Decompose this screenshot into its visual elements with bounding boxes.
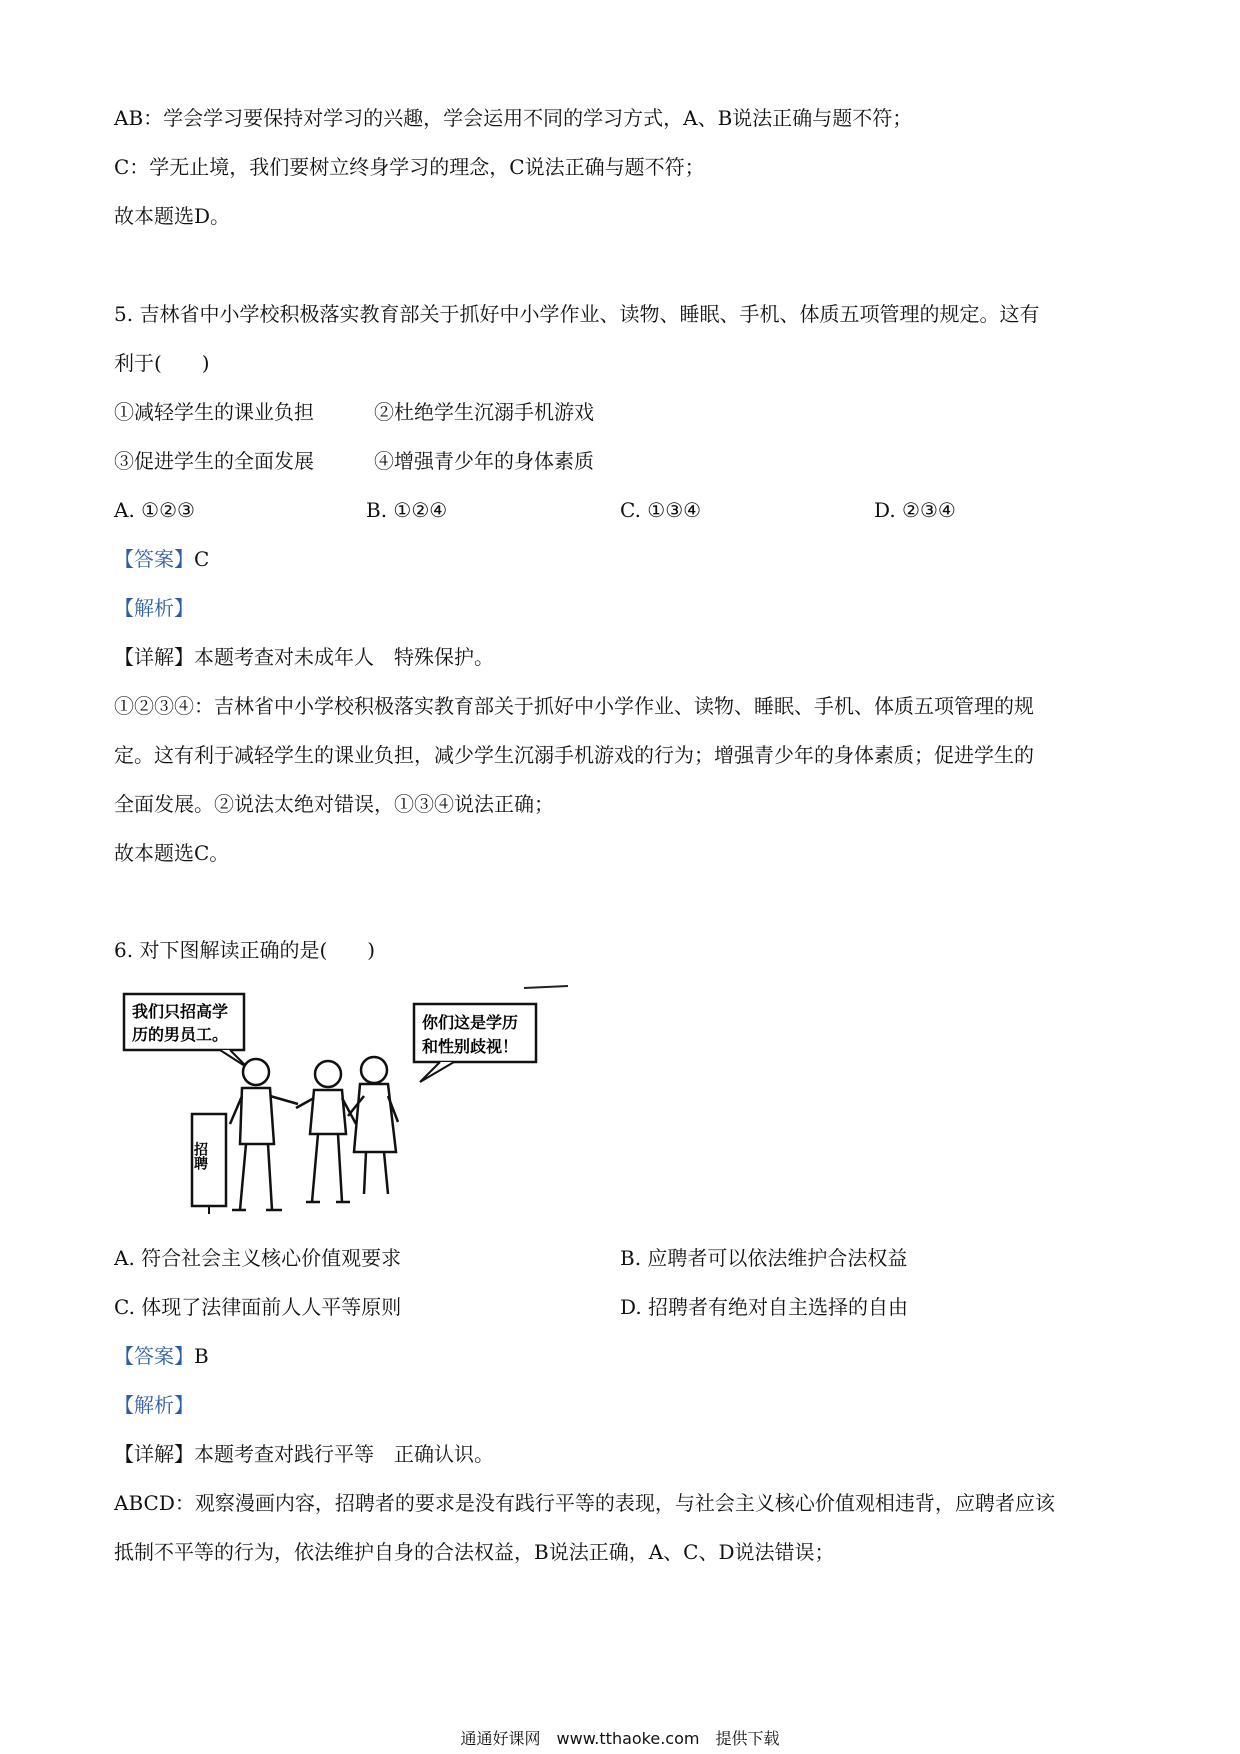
q5-detail-line-4: 全面发展。②说法太绝对错误，①③④说法正确； <box>114 792 554 816</box>
detail-text: 本题考查对未成年人 特殊保护。 <box>194 645 494 669</box>
q5-statement-1: ①减轻学生的课业负担 <box>114 400 314 424</box>
bubble-right-line-2: 和性别歧视！ <box>422 1037 519 1056</box>
bubble-left-line-2: 历的男员工。 <box>132 1025 229 1044</box>
detail-tag: 【详解】 <box>114 1442 194 1466</box>
q5-statement-3: ③促进学生的全面发展 <box>114 449 314 473</box>
answer-tag: 【答案】 <box>114 1344 194 1368</box>
q5-statement-2: ②杜绝学生沉溺手机游戏 <box>374 400 594 424</box>
q5-option-d: D. ②③④ <box>874 498 956 522</box>
employer-figure <box>230 1059 298 1210</box>
q6-detail-line-3: 抵制不平等的行为，依法维护自身的合法权益，B说法正确，A、C、D说法错误； <box>114 1540 835 1564</box>
q5-conclusion: 故本题选C。 <box>114 841 230 865</box>
prev-conclusion: 故本题选D。 <box>114 204 231 228</box>
bubble-right-line-1: 你们这是学历 <box>422 1013 519 1032</box>
q6-option-a: A. 符合社会主义核心价值观要求 <box>114 1246 402 1270</box>
bubble-left-line-1: 我们只招高学 <box>132 1002 229 1021</box>
q5-statement-4: ④增强青少年的身体素质 <box>374 449 594 473</box>
q5-option-b: B. ①②④ <box>366 498 448 522</box>
detail-tag: 【详解】 <box>114 645 194 669</box>
detail-text: 本题考查对践行平等 正确认识。 <box>194 1442 494 1466</box>
q5-option-c: C. ①③④ <box>620 498 702 522</box>
q6-option-d: D. 招聘者有绝对自主选择的自由 <box>620 1295 909 1319</box>
q5-stem-line-1: 5. 吉林省中小学校积极落实教育部关于抓好中小学作业、读物、睡眠、手机、体质五项管理的规定。这有 <box>114 302 1040 326</box>
q6-stem: 6. 对下图解读正确的是( ) <box>114 938 376 962</box>
q5-answer <box>114 545 209 573</box>
answer-value: C <box>194 547 210 571</box>
applicant-figure-2 <box>348 1057 398 1194</box>
q6-detail-line-1 <box>114 1440 494 1468</box>
prev-analysis-line-1: AB：学会学习要保持对学习的兴趣，学会运用不同的学习方式，A、B说法正确与题不符； <box>114 106 913 130</box>
q5-analysis-tag: 【解析】 <box>114 596 194 620</box>
q5-detail-line-2: ①②③④：吉林省中小学校积极落实教育部关于抓好中小学作业、读物、睡眠、手机、体质五项管理的规 <box>114 694 1034 718</box>
applicant-figure-1 <box>296 1061 356 1202</box>
q6-answer <box>114 1342 209 1370</box>
q6-option-b: B. 应聘者可以依法维护合法权益 <box>620 1246 908 1270</box>
answer-value: B <box>194 1344 209 1368</box>
q5-stem-line-2: 利于( ) <box>114 351 210 375</box>
prev-analysis-line-2: C：学无止境，我们要树立终身学习的理念，C说法正确与题不符； <box>114 155 705 179</box>
q5-detail-line-1 <box>114 643 494 671</box>
page-footer: 通通好课网 www.tthaoke.com 提供下载 <box>460 1729 780 1748</box>
cartoon-illustration <box>120 984 570 1216</box>
q6-detail-line-2: ABCD：观察漫画内容，招聘者的要求是没有践行平等的表现，与社会主义核心价值观相违背，应聘者应该 <box>114 1491 1055 1515</box>
q5-option-a: A. ①②③ <box>114 498 195 522</box>
q6-analysis-tag: 【解析】 <box>114 1393 194 1417</box>
q6-option-c: C. 体现了法律面前人人平等原则 <box>114 1295 402 1319</box>
q5-detail-line-3: 定。这有利于减轻学生的课业负担，减少学生沉溺手机游戏的行为；增强青少年的身体素质；促进学生的 <box>114 743 1034 767</box>
recruit-sign-text: 招聘 <box>192 1142 208 1170</box>
answer-tag: 【答案】 <box>114 547 194 571</box>
